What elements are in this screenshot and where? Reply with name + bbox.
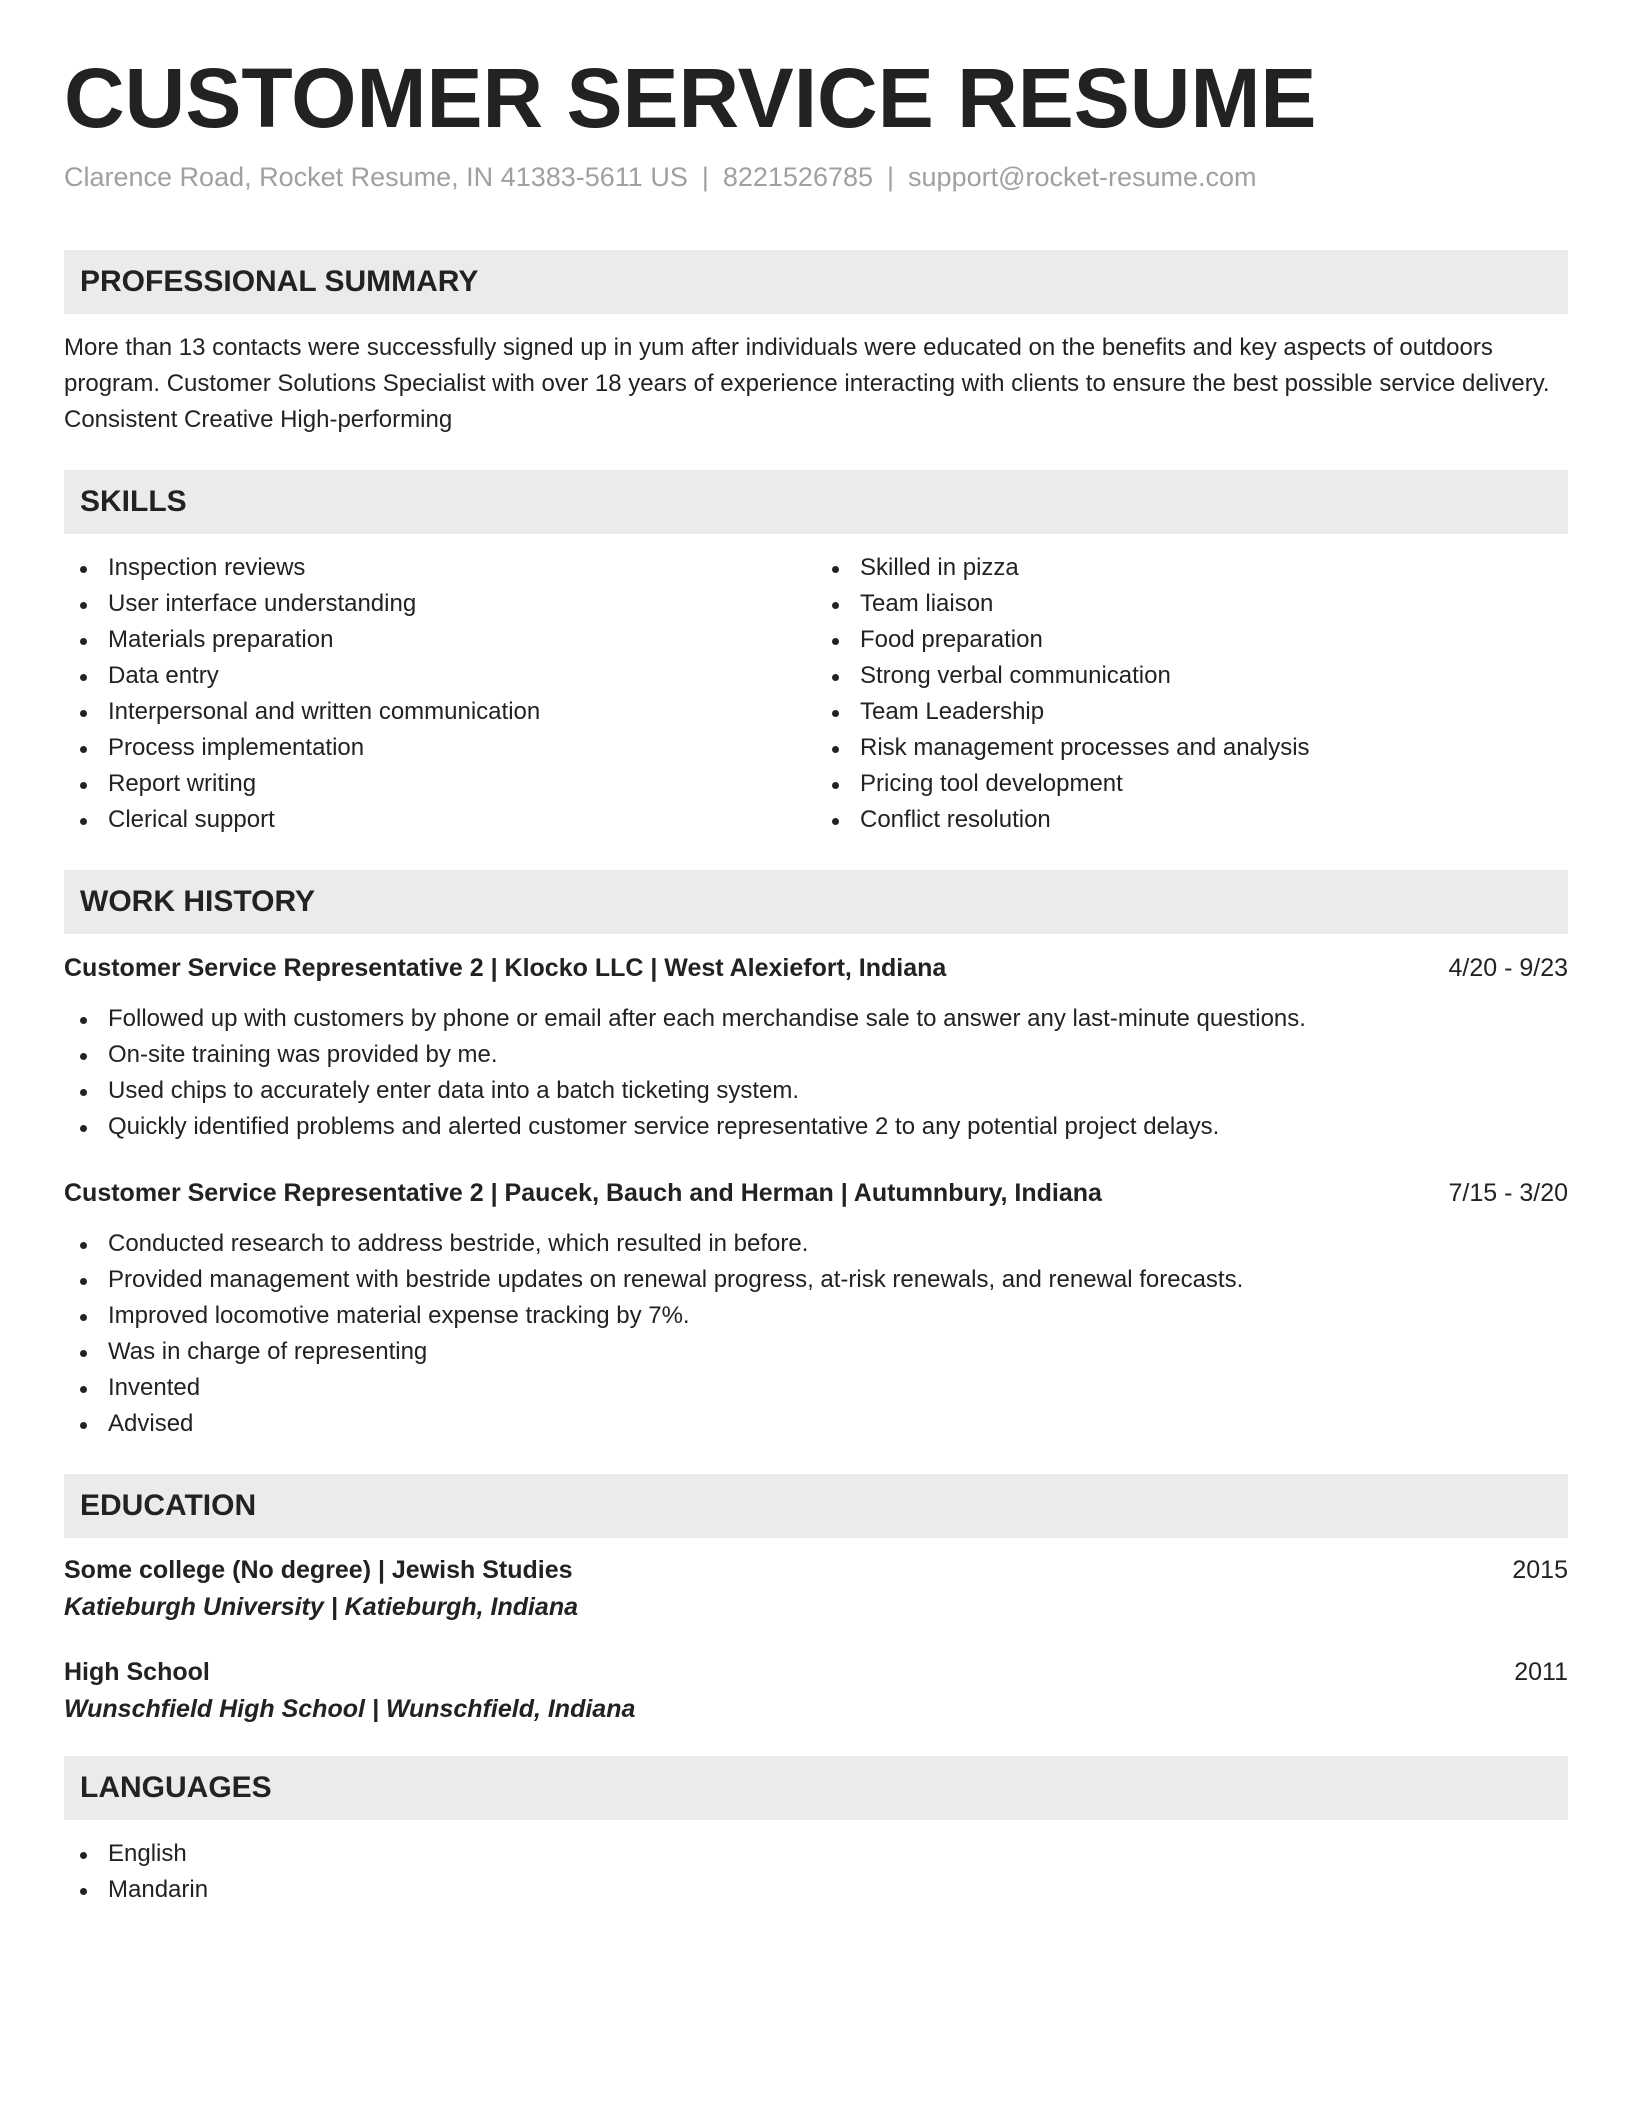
job-dates: 4/20 - 9/23 <box>1448 954 1568 982</box>
education-school: Wunschfield High School | Wunschfield, Indiana <box>64 1695 636 1723</box>
job-bullet: Conducted research to address bestride, which resulted in before. <box>64 1226 1568 1262</box>
contact-address: Clarence Road, Rocket Resume, IN 41383-5611 US <box>64 162 688 192</box>
skill-item: Conflict resolution <box>816 802 1568 838</box>
job-heading-row <box>64 954 1568 983</box>
job-title: Customer Service Representative 2 | Klocko LLC | West Alexiefort, Indiana <box>64 954 947 982</box>
skill-item: Materials preparation <box>64 622 816 658</box>
education-degree: High School <box>64 1658 210 1686</box>
skill-item: Strong verbal communication <box>816 658 1568 694</box>
skill-item: Skilled in pizza <box>816 550 1568 586</box>
skill-item: Data entry <box>64 658 816 694</box>
skills-column-right <box>816 550 1568 838</box>
section-header-summary: PROFESSIONAL SUMMARY <box>64 250 1568 314</box>
job-bullet: Improved locomotive material expense tracking by 7%. <box>64 1298 1568 1334</box>
summary-text: More than 13 contacts were successfully signed up in yum after individuals were educated on the benefits and key aspects of outdoors program. Customer Solutions Specialist with over 18 years of experience interacting with clients to ensure the best possible service delivery. Consistent Creative High-performing <box>64 334 1550 433</box>
skill-item: Team liaison <box>816 586 1568 622</box>
job-title: Customer Service Representative 2 | Paucek, Bauch and Herman | Autumnbury, Indiana <box>64 1179 1102 1207</box>
job-bullet: On-site training was provided by me. <box>64 1037 1568 1073</box>
language-item: Mandarin <box>64 1872 1568 1908</box>
skills-list-left <box>64 550 816 838</box>
job-bullet: Quickly identified problems and alerted customer service representative 2 to any potential project delays. <box>64 1109 1568 1145</box>
job-bullet: Invented <box>64 1370 1568 1406</box>
job-bullet-list <box>64 1001 1568 1145</box>
contact-separator: | <box>701 162 709 192</box>
education-heading-row <box>64 1658 1568 1687</box>
section-header-skills: SKILLS <box>64 470 1568 534</box>
job-bullet-list <box>64 1226 1568 1442</box>
languages-list <box>64 1836 1568 1908</box>
contact-phone: 8221526785 <box>722 162 874 192</box>
skills-column-left <box>64 550 816 838</box>
contact-email[interactable]: support@rocket-resume.com <box>908 162 1257 192</box>
resume-title: CUSTOMER SERVICE RESUME <box>64 51 1317 145</box>
skill-item: Report writing <box>64 766 816 802</box>
skill-item: Inspection reviews <box>64 550 816 586</box>
skill-item: Clerical support <box>64 802 816 838</box>
job-bullet: Advised <box>64 1406 1568 1442</box>
job-bullet: Followed up with customers by phone or email after each merchandise sale to answer any last-minute questions. <box>64 1001 1568 1037</box>
skill-item: Pricing tool development <box>816 766 1568 802</box>
job-bullet: Was in charge of representing <box>64 1334 1568 1370</box>
education-year: 2015 <box>1512 1556 1568 1584</box>
education-school: Katieburgh University | Katieburgh, Indiana <box>64 1593 579 1621</box>
language-item: English <box>64 1836 1568 1872</box>
job-dates: 7/15 - 3/20 <box>1448 1179 1568 1207</box>
skill-item: Risk management processes and analysis <box>816 730 1568 766</box>
skill-item: User interface understanding <box>64 586 816 622</box>
job-bullet: Provided management with bestride updates on renewal progress, at-risk renewals, and renewal forecasts. <box>64 1262 1568 1298</box>
section-header-work-history: WORK HISTORY <box>64 870 1568 934</box>
education-year: 2011 <box>1514 1658 1568 1686</box>
education-degree: Some college (No degree) | Jewish Studies <box>64 1556 573 1584</box>
education-heading-row <box>64 1556 1568 1585</box>
skills-list-right <box>816 550 1568 838</box>
skill-item: Food preparation <box>816 622 1568 658</box>
section-header-languages: LANGUAGES <box>64 1756 1568 1820</box>
job-heading-row <box>64 1179 1568 1208</box>
skill-item: Interpersonal and written communication <box>64 694 816 730</box>
skills-grid <box>64 550 1568 838</box>
job-bullet: Used chips to accurately enter data into a batch ticketing system. <box>64 1073 1568 1109</box>
contact-separator: | <box>887 162 895 192</box>
contact-line <box>64 162 1568 202</box>
skill-item: Team Leadership <box>816 694 1568 730</box>
section-header-education: EDUCATION <box>64 1474 1568 1538</box>
skill-item: Process implementation <box>64 730 816 766</box>
